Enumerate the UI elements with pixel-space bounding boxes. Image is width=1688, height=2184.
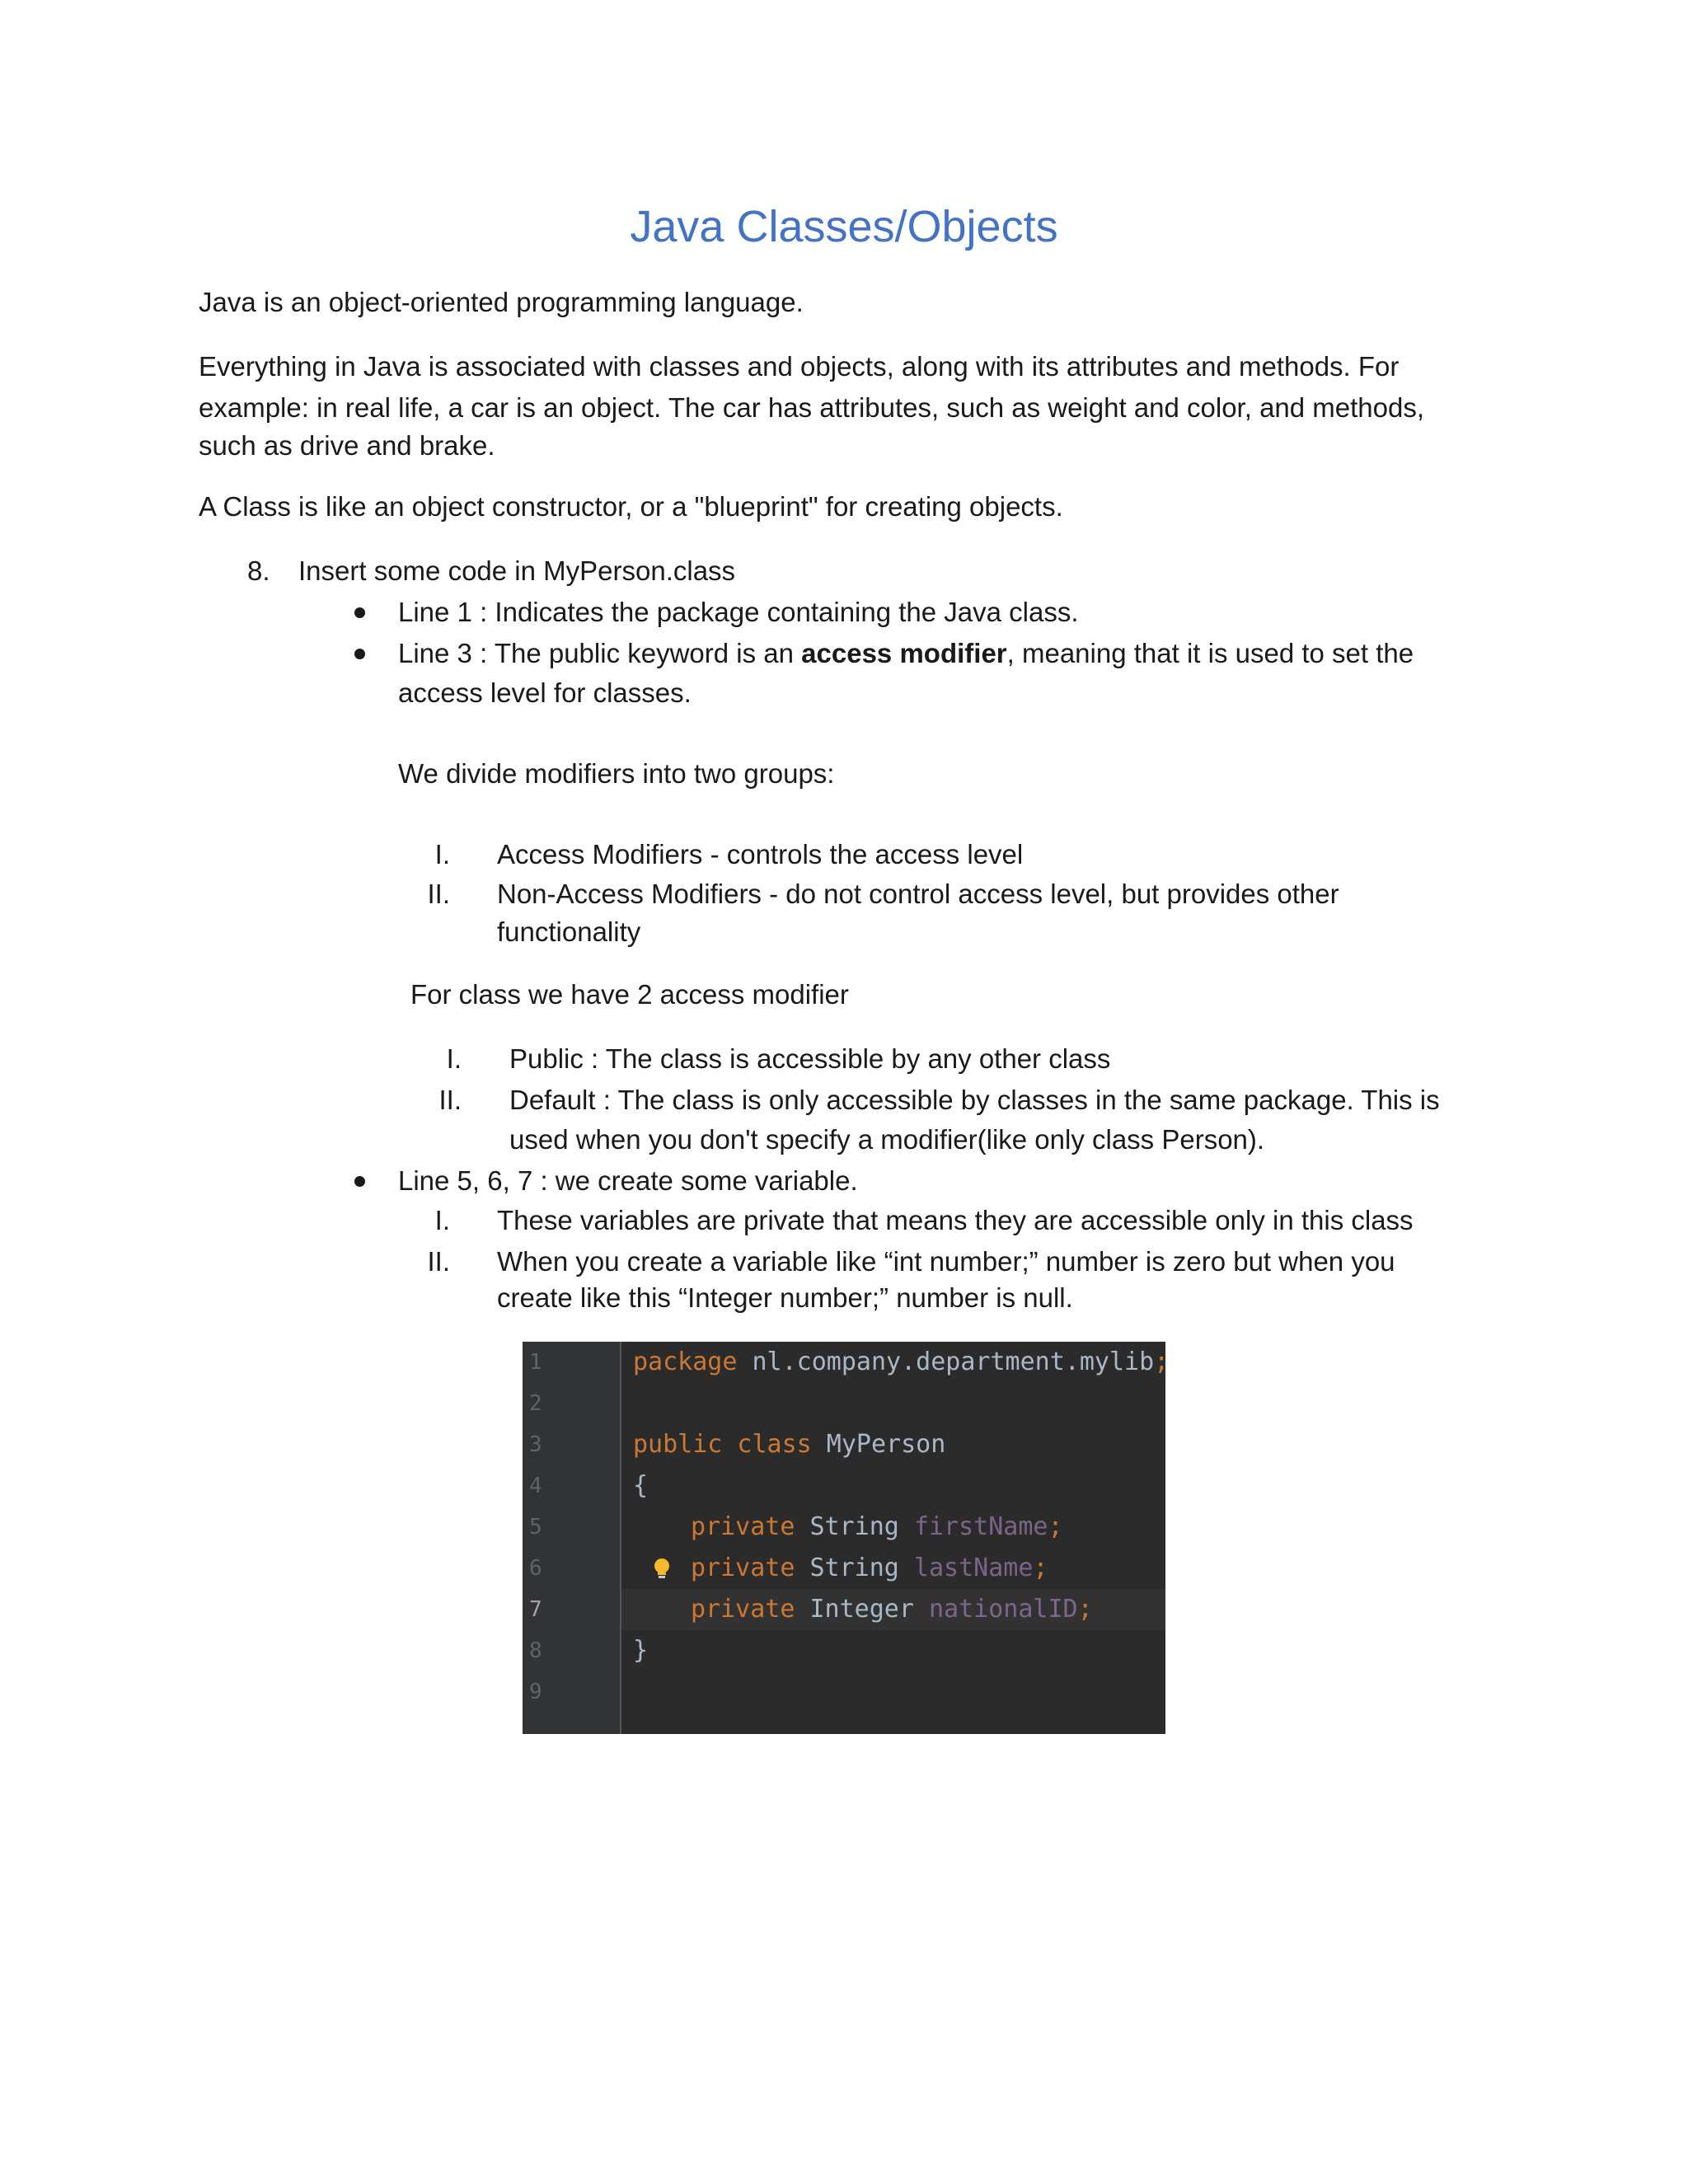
class-definition-paragraph: A Class is like an object constructor, or a "blueprint" for creating objects. [199, 491, 1063, 522]
int-vs-integer-item: When you create a variable like “int number;” number is zero but when you [497, 1246, 1395, 1277]
intro-paragraph: Java is an object-oriented programming language. [199, 287, 804, 317]
modifier-groups-intro: We divide modifiers into two groups: [398, 758, 835, 789]
page-title: Java Classes/Objects [630, 202, 1058, 251]
class-modifiers-intro: For class we have 2 access modifier [410, 979, 849, 1010]
code-line-class-declaration [633, 1424, 945, 1465]
line-number: 2 [529, 1391, 542, 1416]
roman-numeral: II. [427, 1246, 450, 1277]
keyword: public class [633, 1430, 812, 1459]
public-modifier-item: Public : The class is accessible by any other class [509, 1043, 1111, 1074]
semicolon: ; [1033, 1554, 1048, 1582]
access-modifier-term: access modifier [801, 638, 1007, 668]
keyword: package [633, 1347, 738, 1376]
roman-numeral: II. [438, 1085, 462, 1115]
private-variables-item: These variables are private that means they are accessible only in this class [497, 1205, 1414, 1235]
roman-numeral: I. [446, 1043, 462, 1074]
keyword: private [691, 1554, 795, 1582]
code-editor-screenshot [523, 1342, 1170, 1734]
field-name: nationalID [929, 1595, 1078, 1624]
bullet-icon [354, 1176, 365, 1187]
default-modifier-item-continued: used when you don't specify a modifier(like only class Person). [509, 1124, 1265, 1155]
bullet-line-3-continued: access level for classes. [398, 677, 692, 708]
bullet-icon [354, 607, 365, 618]
type: String [795, 1554, 914, 1582]
non-access-modifiers-item-continued: functionality [497, 916, 641, 947]
default-modifier-item: Default : The class is only accessible by classes in the same package. This is [509, 1085, 1440, 1115]
step-text: Insert some code in MyPerson.class [298, 555, 736, 586]
access-modifiers-item: Access Modifiers - controls the access level [497, 839, 1024, 869]
code-line-package [633, 1342, 1169, 1383]
lightbulb-icon[interactable] [651, 1558, 673, 1579]
description-line-3: such as drive and brake. [199, 430, 495, 461]
int-vs-integer-item-continued: create like this “Integer number;” number is null. [497, 1282, 1073, 1313]
field-name: lastName [913, 1554, 1034, 1582]
code-line-open-brace: { [633, 1471, 649, 1500]
roman-numeral: II. [427, 879, 450, 909]
line-number: 3 [529, 1432, 542, 1457]
type: String [795, 1512, 914, 1541]
non-access-modifiers-item: Non-Access Modifiers - do not control access level, but provides other [497, 879, 1339, 909]
semicolon: ; [1154, 1347, 1170, 1376]
line-number: 8 [529, 1638, 542, 1663]
line-number: 9 [529, 1680, 542, 1704]
bullet-line-5-6-7: Line 5, 6, 7 : we create some variable. [398, 1165, 858, 1196]
line-number-gutter [523, 1342, 621, 1734]
line-number: 4 [529, 1474, 542, 1498]
roman-numeral: I. [434, 1205, 450, 1235]
step-number: 8. [247, 555, 270, 586]
bullet-line-3-text: Line 3 : The public keyword is an [398, 638, 802, 668]
keyword: private [691, 1512, 795, 1541]
description-line-2: example: in real life, a car is an object. The car has attributes, such as weight and color, and methods, [199, 392, 1425, 423]
bullet-line-3 [398, 635, 1414, 673]
package-name: nl.company.department.mylib [737, 1347, 1155, 1376]
bullet-line-1: Line 1 : Indicates the package containing the Java class. [398, 597, 1079, 627]
code-line-nationalid [691, 1589, 1093, 1630]
description-line-1: Everything in Java is associated with classes and objects, along with its attributes and methods. For [199, 351, 1400, 382]
roman-numeral: I. [434, 839, 450, 869]
type: Integer [795, 1595, 929, 1624]
semicolon: ; [1048, 1512, 1063, 1541]
bullet-icon [354, 649, 365, 659]
line-number: 6 [529, 1556, 542, 1581]
line-number-current: 7 [529, 1597, 542, 1622]
keyword: private [691, 1595, 795, 1624]
line-number: 1 [529, 1350, 542, 1375]
code-line-close-brace: } [633, 1636, 649, 1665]
code-line-lastname [691, 1548, 1048, 1589]
line-number: 5 [529, 1515, 542, 1540]
class-name: MyPerson [811, 1430, 946, 1459]
semicolon: ; [1077, 1595, 1093, 1624]
code-line-firstname [691, 1507, 1063, 1548]
field-name: firstName [913, 1512, 1048, 1541]
bullet-line-3-text-end: , meaning that it is used to set the [1006, 638, 1414, 668]
